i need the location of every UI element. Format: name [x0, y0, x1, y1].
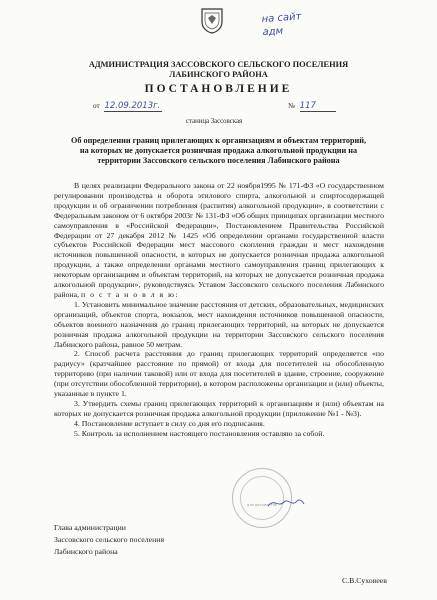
organization-line: ЛАБИНСКОГО РАЙОНА [169, 69, 268, 79]
stamp-caption: для документов [247, 503, 277, 507]
signature-scribble [266, 496, 306, 510]
coat-of-arms-emblem [201, 8, 223, 34]
number-prefix: № [288, 102, 295, 110]
handwritten-note-line: адм [262, 25, 284, 39]
title-line: Об определении границ прилегающих к организациям и объектам территорий, [71, 136, 366, 145]
number-line [288, 101, 336, 112]
decree-word: п о с т а н о в л я ю: [80, 289, 180, 299]
date-prefix: от [93, 102, 100, 110]
organization-name [40, 60, 397, 79]
place-of-issue: станица Зассовская [186, 118, 243, 125]
signature-position-line: Лабинского района [54, 547, 118, 556]
title-line: территории Зассовского сельского поселения Лабинского района [97, 155, 340, 165]
handwritten-note-line: на сайт [261, 11, 302, 26]
document-title [40, 136, 397, 165]
date-line [93, 101, 162, 112]
signature-block [54, 522, 384, 558]
signatory-name: С.В.Суховеев [342, 576, 387, 585]
clause-paragraph: 1. Установить минимальное значение расстояния от детских, образовательных, медицинских организаций, объектов спорта, вокзалов, мест нахождения источников повышенной опасности, объектов военного назначения до границ прилегающих территорий, на которых не допускается розничная продажа алкогольной продукции на территории Зассовского сельского поселения Лабинского района, равное 50 метрам. [54, 299, 384, 349]
clause-paragraph: 3. Утвердить схемы границ прилегающих территорий к организациям и (или) объектам на которых не допускается розничная продажа алкогольной продукции (приложение №1 - №3). [54, 398, 384, 418]
signature-position-line: Зассовского сельского поселения [54, 535, 165, 544]
preamble-text: В целях реализации Федерального закона от 22 ноября1995 № 171-ФЗ «О государственном регулировании производства и оборота этилового спирта, алкогольной и спиртосодержащей продукции и об ограничении потребления (распития) алкогольной продукции», в соответствии с Федеральным законом от 6 октября 2003г № 131-ФЗ «Об общих принципах организации местного самоуправления в «Российской Федерации», Постановлением Правительства Российской Федерации от 27 декабря 2012 № 1425 «Об определении органами государственной власти субъектов Российской Федерации мест массового скопления граждан и мест нахождения источников повышенной опасности, в которых не допускается розничная продажа алкогольной продукции, а также определении органами местного самоуправления границ прилегающих к некоторым организациям и объектам территорий, на которых не допускается розничная продажа алкогольной продукции», руководствуясь Уставом Зассовского сельского поселения Лабинского района, [54, 181, 384, 299]
document-type-heading: ПОСТАНОВЛЕНИЕ [144, 83, 293, 95]
handwritten-note [261, 7, 353, 39]
document-body [54, 181, 384, 439]
clause-paragraph: 5. Контроль за исполнением настоящего постановления оставляю за собой. [74, 428, 325, 438]
handwritten-number: 117 [300, 101, 336, 112]
handwritten-date: 12.09.2013г. [104, 101, 162, 112]
clause-paragraph: 2. Способ расчета расстояния до границ прилегающих территорий определяется «по радиусу» (кратчайшее расстояние по прямой) от входа для посетителей на обособленную территорию (при наличии таковой) или от входа для посетителей в здание, строение, сооружение (при отсутствии обособленной территории), в котором расположены организации и (или) объекты, указанные в пункте 1. [54, 349, 384, 399]
preamble-paragraph [54, 181, 384, 300]
organization-line: АДМИНИСТРАЦИЯ ЗАССОВСКОГО СЕЛЬСКОГО ПОСЕЛЕНИЯ [88, 60, 349, 69]
clause-paragraph: 4. Постановление вступает в силу со дня его подписания. [74, 418, 265, 428]
title-line: на которых не допускается розничная продажа алкогольной продукции на [79, 145, 358, 155]
signature-position-line: Глава администрации [54, 523, 126, 532]
